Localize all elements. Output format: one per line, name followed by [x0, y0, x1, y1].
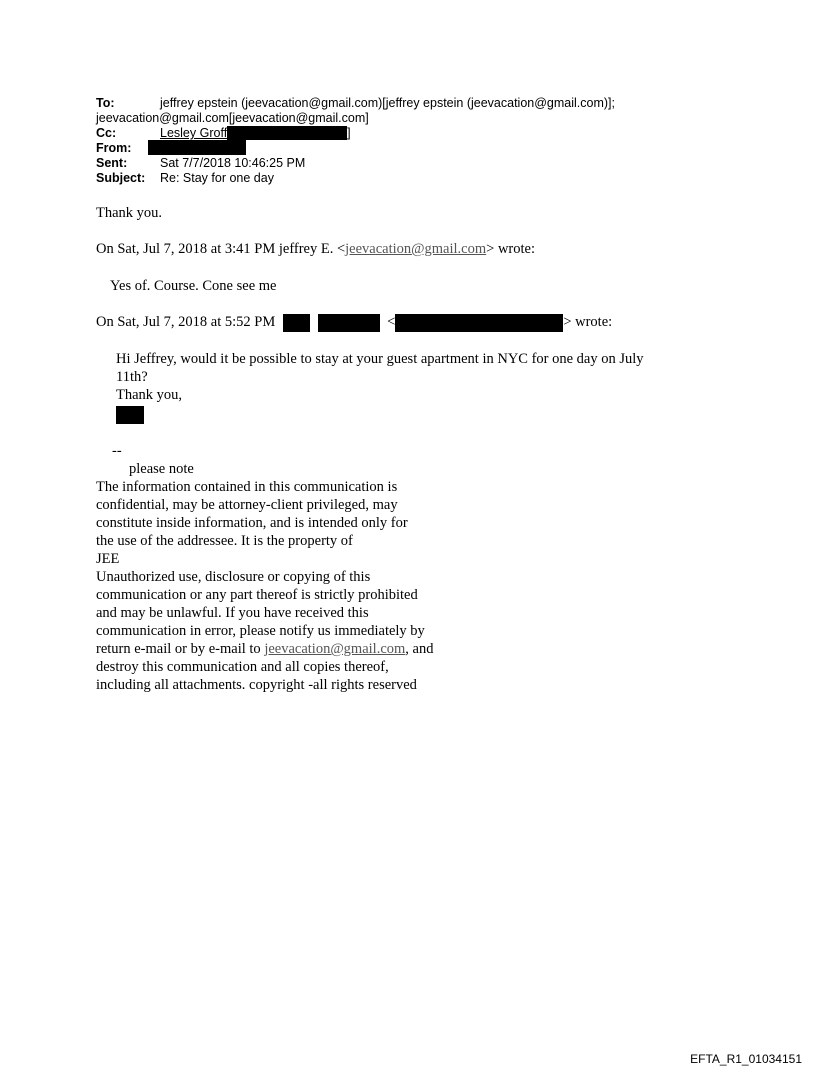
signature-dashes: --	[112, 443, 122, 459]
disclaimer-suffix: , and	[405, 641, 434, 657]
quote2-lt: <	[387, 314, 396, 330]
quote2-prefix: On Sat, Jul 7, 2018 at 5:52 PM	[96, 314, 276, 330]
disclaimer-line: destroy this communication and all copies thereof,	[96, 659, 389, 675]
disclaimer-line: and may be unlawful. If you have received this	[96, 605, 369, 621]
redaction-block	[395, 314, 563, 332]
from-row	[96, 141, 736, 156]
cc-row	[96, 126, 736, 141]
quote-header-2	[96, 314, 612, 332]
cc-value-wrap	[160, 126, 351, 141]
to-value-continued: jeevacation@gmail.com[jeevacation@gmail.com]	[96, 111, 369, 125]
disclaimer-line: JEE	[96, 551, 120, 567]
quote2-line-3: Thank you,	[116, 387, 183, 403]
cc-value: Lesley Groff	[160, 126, 228, 140]
to-row-continued	[96, 111, 736, 126]
disclaimer-line	[96, 641, 433, 658]
disclaimer-line: confidential, may be attorney-client privileged, may	[96, 497, 398, 513]
subject-row	[96, 171, 736, 186]
to-value: jeffrey epstein (jeevacation@gmail.com)[jeffrey epstein (jeevacation@gmail.com)];	[160, 96, 615, 110]
quote2-suffix: > wrote:	[563, 314, 613, 330]
to-label: To:	[96, 96, 115, 110]
disclaimer-prefix: return e-mail or by e-mail to	[96, 641, 265, 657]
disclaimer-line: constitute inside information, and is intended only for	[96, 515, 408, 531]
quote1-email-link[interactable]: jeevacation@gmail.com	[345, 241, 487, 257]
email-header	[96, 96, 736, 186]
redaction-block	[116, 406, 144, 424]
quote1-text: Yes of. Course. Cone see me	[110, 278, 277, 294]
quote2-line-1: Hi Jeffrey, would it be possible to stay at your guest apartment in NYC for one day on July	[116, 351, 644, 367]
sent-value: Sat 7/7/2018 10:46:25 PM	[160, 156, 306, 170]
quote1-suffix: > wrote:	[486, 241, 535, 257]
disclaimer-line: communication in error, please notify us immediately by	[96, 623, 425, 639]
subject-value: Re: Stay for one day	[160, 171, 274, 185]
disclaimer-line: communication or any part thereof is strictly prohibited	[96, 587, 418, 603]
redaction-block	[227, 126, 347, 140]
reply-text: Thank you.	[96, 205, 163, 221]
disclaimer-line: The information contained in this communication is	[96, 479, 398, 495]
sent-row	[96, 156, 736, 171]
quote1-prefix: On Sat, Jul 7, 2018 at 3:41 PM jeffrey E. <	[96, 241, 346, 257]
subject-label: Subject:	[96, 171, 146, 185]
redaction-block	[283, 314, 310, 332]
please-note: please note	[129, 461, 194, 477]
sent-label: Sent:	[96, 156, 128, 170]
bates-number: EFTA_R1_01034151	[690, 1052, 802, 1066]
disclaimer-line: including all attachments. copyright -all rights reserved	[96, 677, 417, 693]
cc-label: Cc:	[96, 126, 117, 140]
from-label: From:	[96, 141, 132, 155]
disclaimer-line: the use of the addressee. It is the property of	[96, 533, 353, 549]
redaction-block	[192, 141, 244, 155]
to-row	[96, 96, 736, 111]
disclaimer-line: Unauthorized use, disclosure or copying of this	[96, 569, 371, 585]
cc-suffix: ]	[347, 126, 351, 140]
redaction-block	[318, 314, 380, 332]
quote-header-1	[96, 241, 535, 258]
quote2-line-2: 11th?	[116, 369, 148, 385]
disclaimer-email-link[interactable]: jeevacation@gmail.com	[264, 641, 406, 657]
